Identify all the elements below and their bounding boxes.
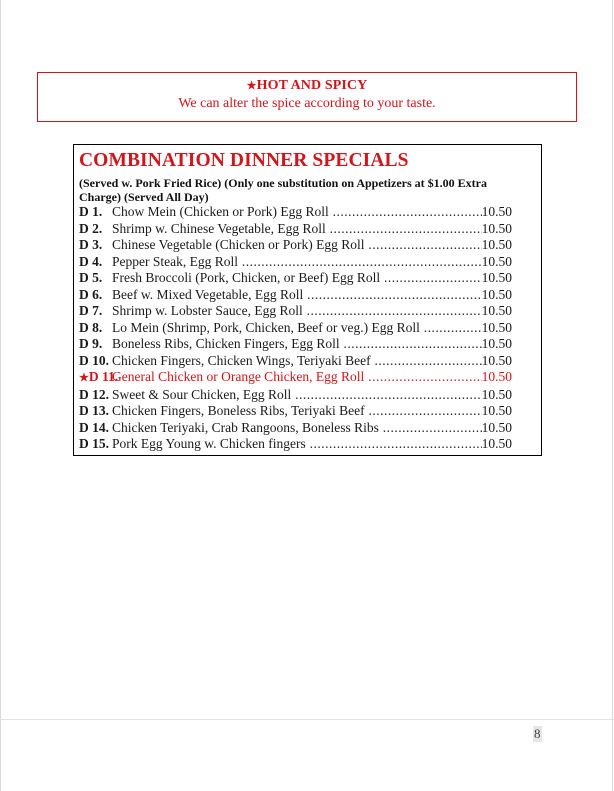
star-icon: ★ — [246, 80, 257, 92]
page-break-divider — [0, 719, 614, 720]
item-code: D 7. — [79, 303, 103, 318]
item-description: General Chicken or Orange Chicken, Egg Roll ..... — [112, 369, 482, 386]
page-number: 8 — [534, 726, 541, 741]
item-price: 10.50 — [481, 286, 512, 302]
item-price: 10.50 — [481, 319, 512, 335]
menu-item — [79, 420, 512, 437]
menu-item — [79, 204, 512, 221]
item-price: 10.50 — [481, 386, 512, 402]
item-price: 10.50 — [481, 303, 512, 318]
item-price: 10.50 — [481, 419, 512, 435]
item-code: D 14. — [79, 419, 109, 435]
item-code: D 13. — [79, 403, 109, 418]
menu-item — [79, 403, 512, 420]
menu-item — [79, 436, 512, 453]
section-note: (Served w. Pork Fried Rice) (Only one substitution on Appetizers at $1.00 Extra Charge) (Served All Day) — [79, 176, 487, 204]
item-price: 10.50 — [481, 253, 512, 269]
item-description: Lo Mein (Shrimp, Pork, Chicken, Beef or veg.) Egg Roll ..... — [112, 320, 482, 337]
hot-notice-title — [38, 78, 576, 94]
item-code-text: D 11. — [88, 369, 119, 384]
item-code: D 5. — [79, 270, 103, 285]
item-description: Sweet & Sour Chicken, Egg Roll ..... — [112, 387, 482, 404]
menu-item — [79, 221, 512, 238]
item-code: D 9. — [79, 336, 103, 351]
item-description: Pork Egg Young w. Chicken fingers ..... — [112, 436, 482, 453]
item-code: D 3. — [79, 237, 103, 252]
item-description: Chinese Vegetable (Chicken or Pork) Egg Roll ..... — [112, 237, 482, 254]
menu-item — [79, 287, 512, 304]
item-price: 10.50 — [481, 336, 512, 351]
item-code: D 4. — [79, 253, 103, 269]
item-price: 10.50 — [481, 270, 512, 285]
item-description: Shrimp w. Lobster Sauce, Egg Roll ..... — [112, 303, 482, 320]
item-code: D 10. — [79, 352, 109, 368]
page-edge — [0, 0, 1, 791]
item-price: 10.50 — [481, 204, 512, 219]
menu-item — [79, 303, 512, 320]
item-code: D 8. — [79, 319, 103, 335]
section-title: COMBINATION DINNER SPECIALS — [79, 150, 409, 171]
menu-item-list — [79, 204, 541, 453]
menu-item — [79, 320, 512, 337]
item-price: 10.50 — [481, 369, 512, 384]
item-price: 10.50 — [481, 220, 512, 236]
item-description: Boneless Ribs, Chicken Fingers, Egg Roll ..... — [112, 336, 482, 353]
item-description: Shrimp w. Chinese Vegetable, Egg Roll ..... — [112, 221, 482, 238]
menu-item — [79, 387, 512, 404]
item-code: D 6. — [79, 286, 103, 302]
menu-item — [79, 353, 512, 370]
item-code: D 15. — [79, 436, 109, 451]
combination-dinner-section — [73, 144, 542, 456]
item-description: Beef w. Mixed Vegetable, Egg Roll ..... — [112, 287, 482, 304]
item-code — [79, 369, 119, 387]
menu-item — [79, 254, 512, 271]
hot-and-spicy-notice — [37, 72, 577, 122]
item-code: D 2. — [79, 220, 103, 236]
item-description: Fresh Broccoli (Pork, Chicken, or Beef) Egg Roll ..... — [112, 270, 482, 287]
item-price: 10.50 — [481, 237, 512, 252]
item-description: Chicken Fingers, Boneless Ribs, Teriyaki Beef ..... — [112, 403, 482, 420]
item-code: D 12. — [79, 386, 109, 402]
hot-notice-subtitle: We can alter the spice according to your taste. — [178, 96, 436, 111]
item-price: 10.50 — [481, 403, 512, 418]
item-price: 10.50 — [481, 436, 512, 451]
item-code: D 1. — [79, 204, 103, 219]
item-description: Chow Mein (Chicken or Pork) Egg Roll ..... — [112, 204, 482, 221]
menu-item — [79, 270, 512, 287]
item-description: Pepper Steak, Egg Roll ..... — [112, 254, 482, 271]
item-price: 10.50 — [481, 352, 512, 368]
star-icon: ★ — [79, 372, 89, 384]
hot-notice-title-text: HOT AND SPICY — [256, 78, 368, 93]
menu-item-spicy — [79, 369, 512, 387]
page-edge — [612, 0, 613, 791]
menu-item — [79, 336, 512, 353]
item-description: Chicken Teriyaki, Crab Rangoons, Boneless Ribs ..... — [112, 420, 482, 437]
item-description: Chicken Fingers, Chicken Wings, Teriyaki Beef ..... — [112, 353, 482, 370]
menu-item — [79, 237, 512, 254]
